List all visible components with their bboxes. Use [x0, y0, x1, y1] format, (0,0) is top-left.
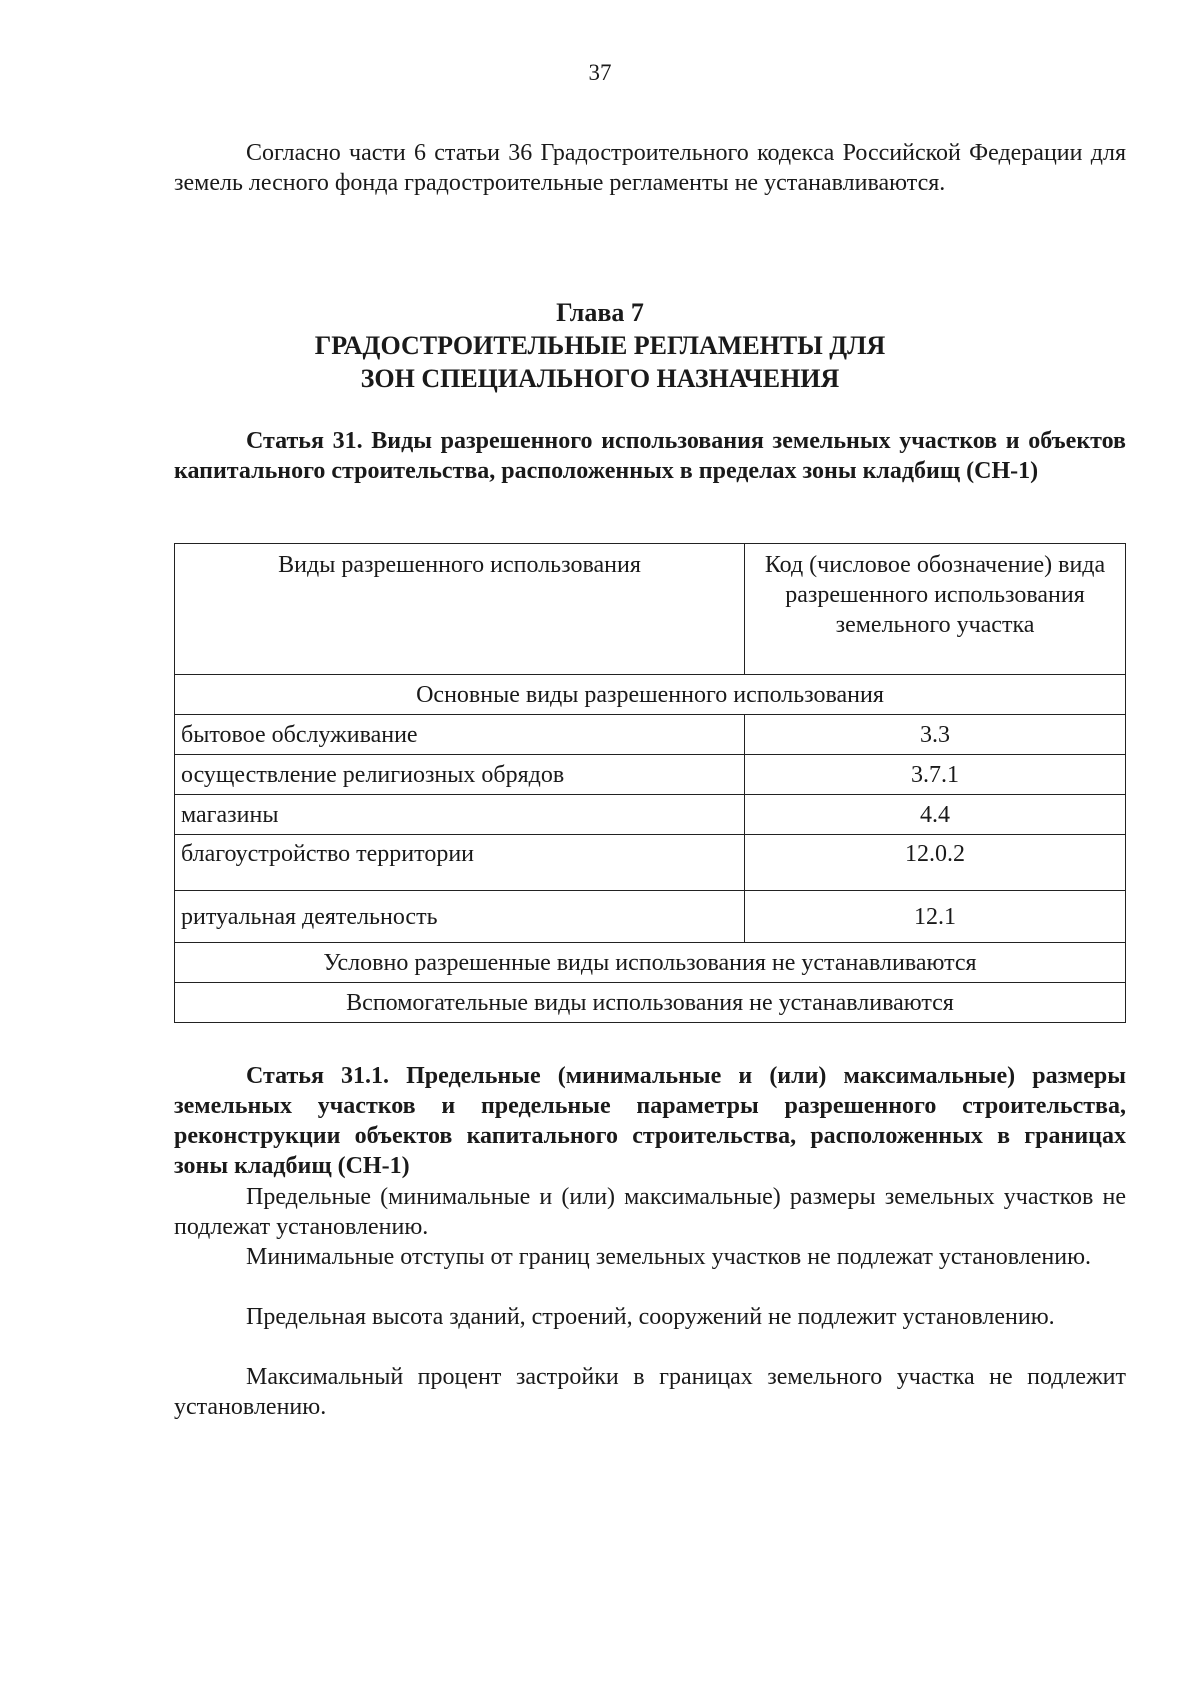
article-31-title	[174, 426, 1126, 486]
paragraph-coverage	[174, 1362, 1126, 1422]
use-name: благоустройство территории	[175, 835, 745, 891]
article-31-1-title	[174, 1061, 1126, 1181]
use-name: магазины	[175, 795, 745, 835]
use-code: 4.4	[745, 795, 1126, 835]
conditional-uses-note: Условно разрешенные виды использования не устанавливаются	[175, 943, 1126, 983]
auxiliary-uses-note: Вспомогательные виды использования не устанавливаются	[175, 983, 1126, 1023]
chapter-title-line1: ГРАДОСТРОИТЕЛЬНЫЕ РЕГЛАМЕНТЫ ДЛЯ	[314, 331, 886, 360]
article-31-1-title-text: Статья 31.1. Предельные (минимальные и (или) максимальные) размеры земельных участков и предельные параметры разрешенного строительства, реконструкции объектов капитального строительства, расположенных в границах зоны кладбищ (СН-1)	[174, 1063, 1126, 1179]
paragraph-coverage-text: Максимальный процент застройки в границах земельного участка не подлежит установлению.	[174, 1364, 1126, 1420]
paragraph-height-text: Предельная высота зданий, строений, сооружений не подлежит установлению.	[246, 1304, 1055, 1330]
article-31-title-text: Статья 31. Виды разрешенного использования земельных участков и объектов капитального строительства, расположенных в пределах зоны кладбищ (СН-1)	[174, 428, 1126, 484]
table-row	[175, 835, 1126, 891]
table-note-row	[175, 983, 1126, 1023]
table-row	[175, 891, 1126, 943]
header-col-code: Код (числовое обозначение) вида разрешенного использования земельного участка	[745, 544, 1126, 675]
paragraph-height	[174, 1302, 1126, 1332]
use-code: 12.1	[745, 891, 1126, 943]
header-col-uses: Виды разрешенного использования	[175, 544, 745, 675]
intro-paragraph	[174, 138, 1126, 198]
permitted-uses-table	[174, 543, 1126, 1023]
table-row	[175, 715, 1126, 755]
table-note-row	[175, 943, 1126, 983]
paragraph-plot-size	[174, 1182, 1126, 1242]
intro-paragraph-text: Согласно части 6 статьи 36 Градостроительного кодекса Российской Федерации для земель лесного фонда градостроительные регламенты не устанавливаются.	[174, 140, 1126, 196]
table-header-row	[175, 544, 1126, 675]
use-name: ритуальная деятельность	[175, 891, 745, 943]
use-code: 12.0.2	[745, 835, 1126, 891]
page-number: 37	[588, 60, 612, 85]
paragraph-setbacks	[174, 1242, 1126, 1272]
use-code: 3.3	[745, 715, 1126, 755]
chapter-number: Глава 7	[556, 298, 644, 327]
paragraph-plot-size-text: Предельные (минимальные и (или) максимальные) размеры земельных участков не подлежат установлению.	[174, 1184, 1126, 1240]
table-section-row	[175, 675, 1126, 715]
table-row	[175, 755, 1126, 795]
chapter-title-line2: ЗОН СПЕЦИАЛЬНОГО НАЗНАЧЕНИЯ	[360, 364, 840, 393]
use-name: бытовое обслуживание	[175, 715, 745, 755]
paragraph-setbacks-text: Минимальные отступы от границ земельных участков не подлежат установлению.	[246, 1244, 1092, 1270]
table-row	[175, 795, 1126, 835]
use-code: 3.7.1	[745, 755, 1126, 795]
section-main-uses: Основные виды разрешенного использования	[175, 675, 1126, 715]
use-name: осуществление религиозных обрядов	[175, 755, 745, 795]
